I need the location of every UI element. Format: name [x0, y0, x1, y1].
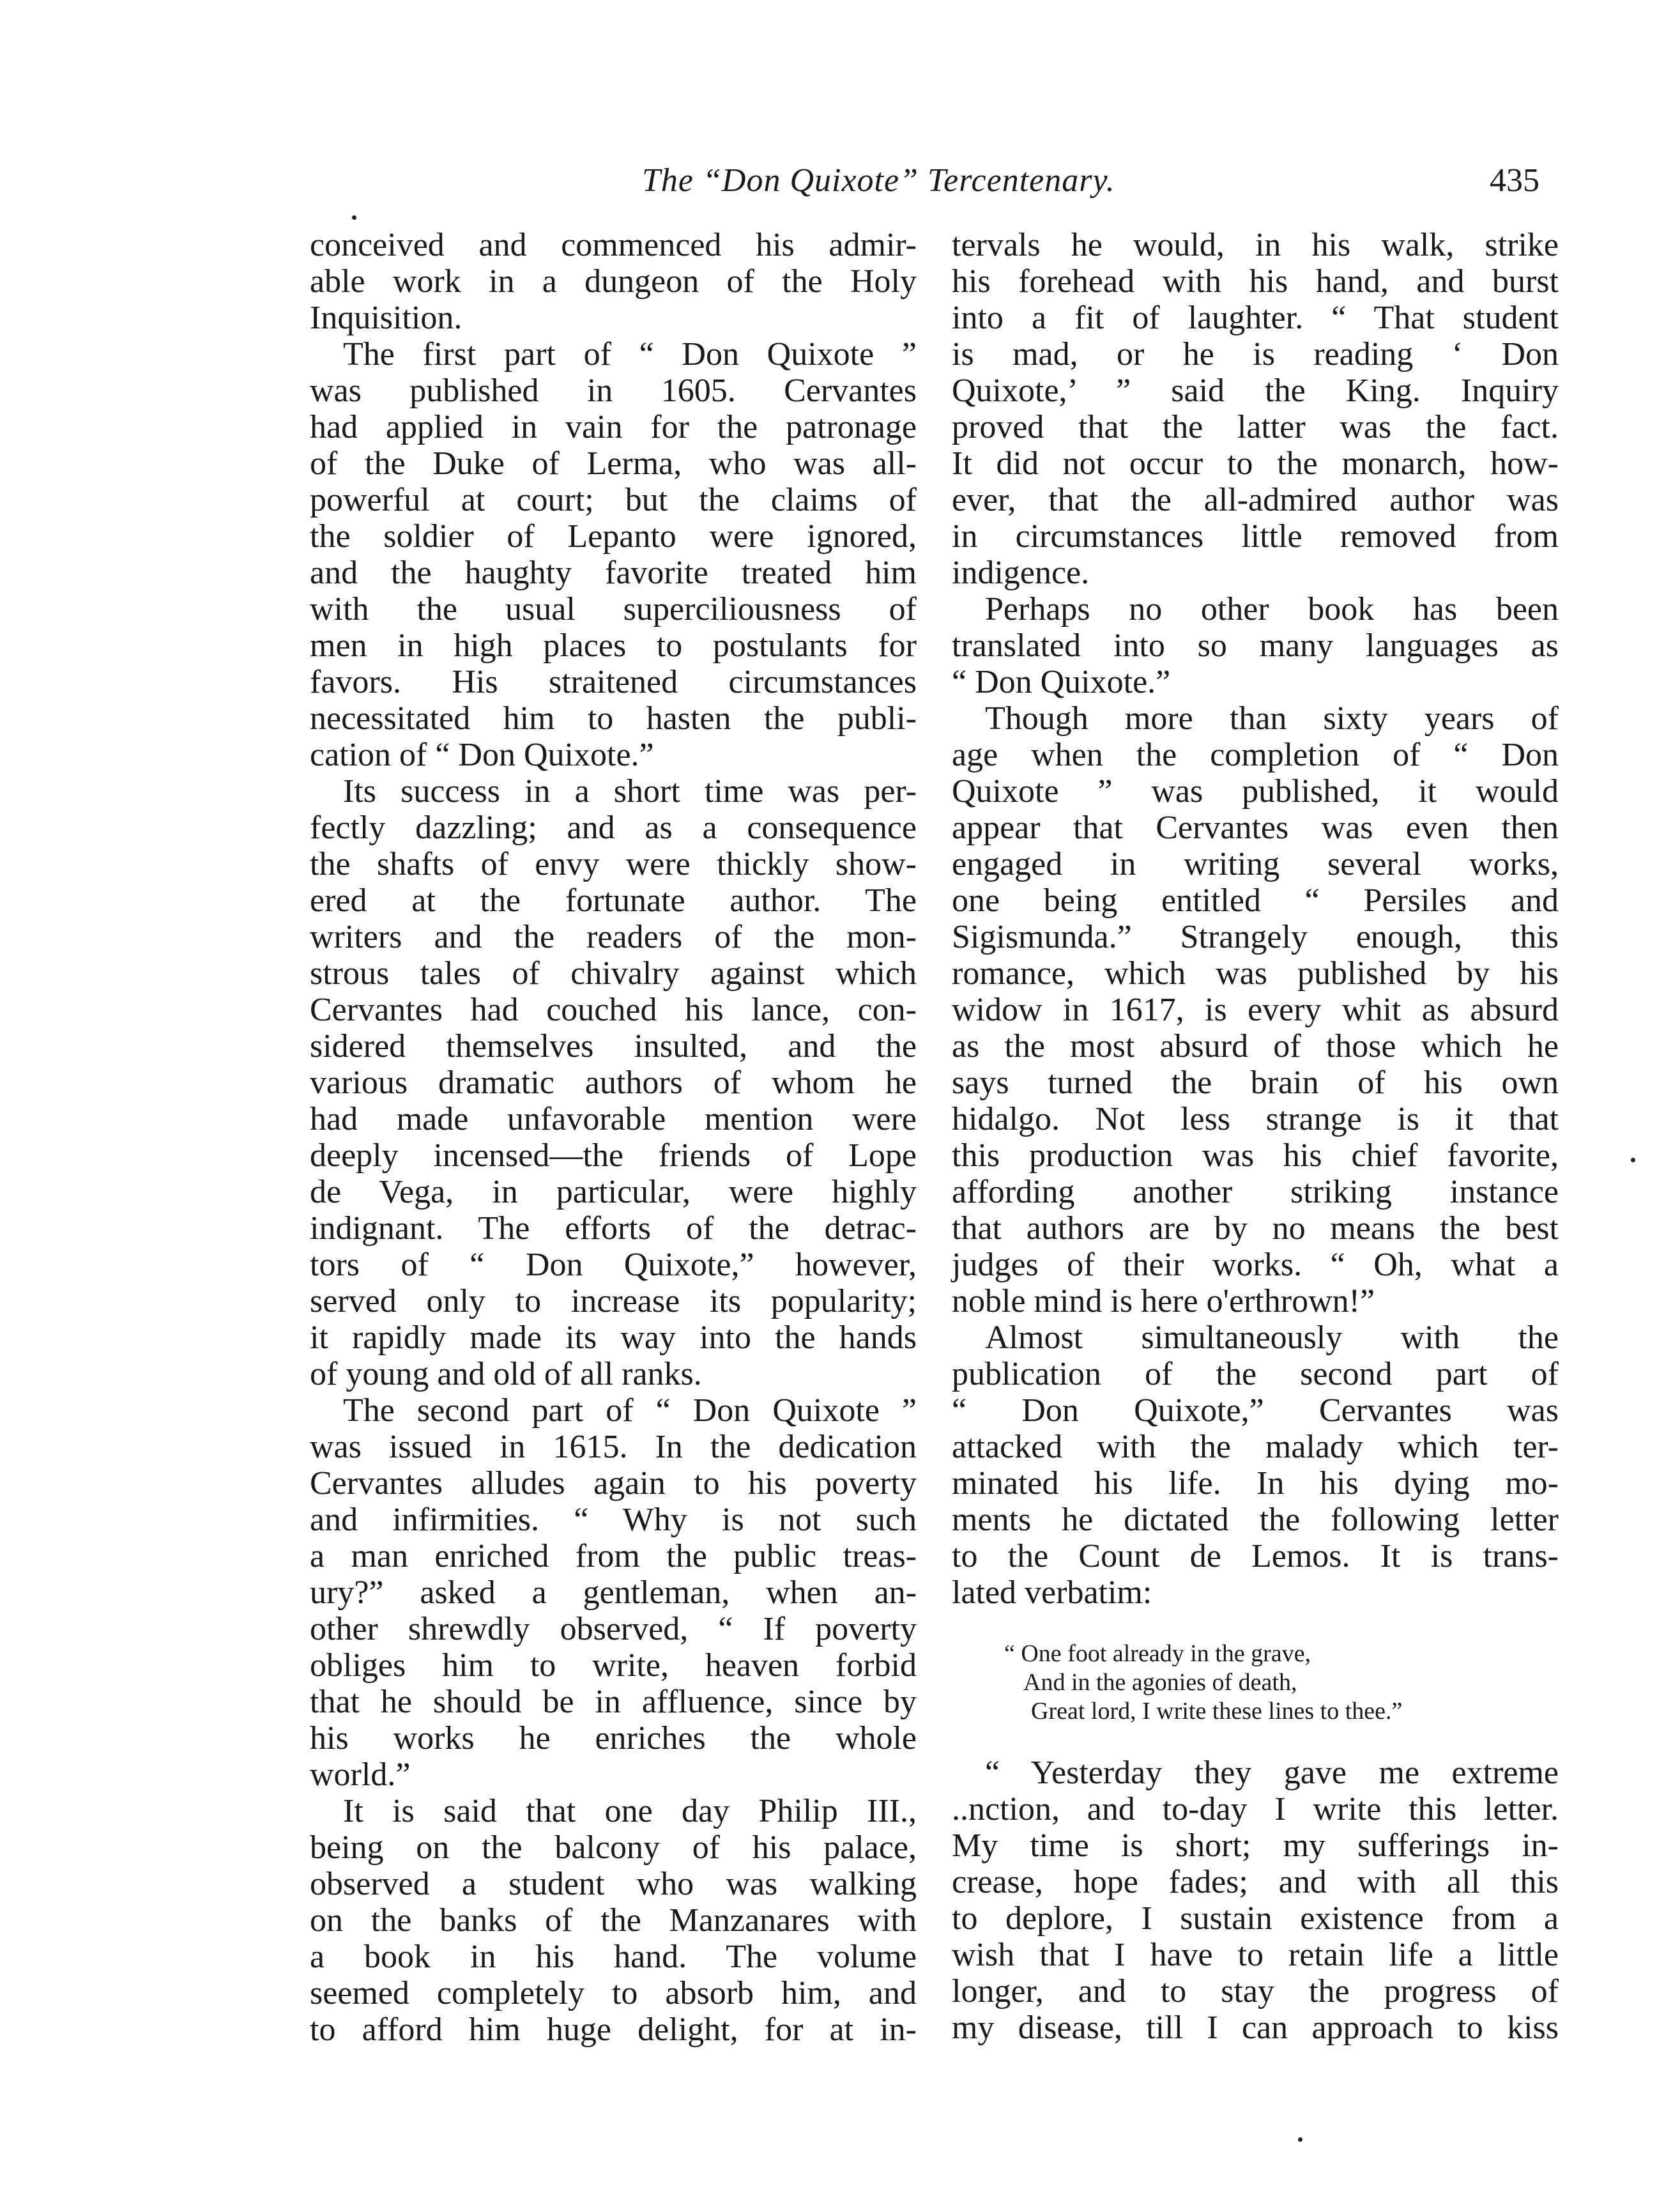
text-line: was issued in 1615. In the dedication	[310, 1429, 917, 1465]
text-line: Almost simultaneously with the	[985, 1319, 1559, 1356]
text-line: that he should be in affluence, since by	[310, 1684, 917, 1720]
text-line: his forehead with his hand, and burst	[952, 263, 1559, 300]
text-line: fectly dazzling; and as a consequence	[310, 810, 917, 846]
text-line: my disease, till I can approach to kiss	[952, 2010, 1559, 2046]
text-line: The first part of “ Don Quixote ”	[343, 336, 917, 373]
text-line: “ Yesterday they gave me extreme	[985, 1755, 1559, 1791]
text-line: publication of the second part of	[952, 1356, 1559, 1392]
text-line: powerful at court; but the claims of	[310, 482, 917, 518]
running-title: The “Don Quixote” Tercentenary.	[642, 162, 1115, 199]
text-line: Inquisition.	[310, 300, 462, 336]
text-line: longer, and to stay the progress of	[952, 1973, 1559, 2010]
text-line: various dramatic authors of whom he	[310, 1065, 917, 1101]
right-column-text-lower	[952, 1755, 1559, 2046]
text-line: translated into so many languages as	[952, 627, 1559, 664]
text-line: and infirmities. “ Why is not such	[310, 1502, 917, 1538]
text-line: observed a student who was walking	[310, 1866, 917, 1902]
text-line: conceived and commenced his admir-	[310, 227, 917, 263]
left-column	[310, 227, 917, 2048]
text-line: one being entitled “ Persiles and	[952, 882, 1559, 919]
text-line: the shafts of envy were thickly show-	[310, 846, 917, 882]
text-line: ered at the fortunate author. The	[310, 882, 917, 919]
text-line: able work in a dungeon of the Holy	[310, 263, 917, 300]
text-line: to the Count de Lemos. It is trans-	[952, 1538, 1559, 1574]
text-line: It did not occur to the monarch, how-	[952, 445, 1559, 482]
text-line: sidered themselves insulted, and the	[310, 1028, 917, 1065]
text-line: affording another striking instance	[952, 1174, 1559, 1210]
text-line: romance, which was published by his	[952, 955, 1559, 992]
text-line: lated verbatim:	[952, 1574, 1152, 1611]
speck-mark	[1631, 1158, 1635, 1162]
text-line: his works he enriches the whole	[310, 1720, 917, 1757]
verse-quotation	[1004, 1640, 1559, 1726]
text-line: indigence.	[952, 555, 1090, 591]
text-line: tors of “ Don Quixote,” however,	[310, 1247, 917, 1283]
text-line: engaged in writing several works,	[952, 846, 1559, 882]
text-line: deeply incensed—the friends of Lope	[310, 1137, 917, 1174]
text-line: of the Duke of Lerma, who was all-	[310, 445, 917, 482]
text-line: with the usual superciliousness of	[310, 591, 917, 627]
text-line: favors. His straitened circumstances	[310, 664, 917, 700]
text-line: on the banks of the Manzanares with	[310, 1902, 917, 1939]
text-line: was published in 1605. Cervantes	[310, 373, 917, 409]
text-line: Cervantes had couched his lance, con-	[310, 992, 917, 1028]
text-line: and the haughty favorite treated him	[310, 555, 917, 591]
text-line: noble mind is here o'erthrown!”	[952, 1283, 1375, 1319]
text-line: de Vega, in particular, were highly	[310, 1174, 917, 1210]
text-line: to afford him huge delight, for at in-	[310, 2011, 917, 2048]
text-line: seemed completely to absorb him, and	[310, 1975, 917, 2011]
text-line: obliges him to write, heaven forbid	[310, 1647, 917, 1684]
text-line: that authors are by no means the best	[952, 1210, 1559, 1247]
text-line: to deplore, I sustain existence from a	[952, 1900, 1559, 1937]
text-line: it rapidly made its way into the hands	[310, 1319, 917, 1356]
text-line: It is said that one day Philip III.,	[343, 1793, 917, 1829]
text-line: judges of their works. “ Oh, what a	[952, 1247, 1559, 1283]
text-line: other shrewdly observed, “ If poverty	[310, 1611, 917, 1647]
text-line: crease, hope fades; and with all this	[952, 1864, 1559, 1900]
text-line: proved that the latter was the fact.	[952, 409, 1559, 445]
text-line: wish that I have to retain life a little	[952, 1937, 1559, 1973]
text-line: Cervantes alludes again to his poverty	[310, 1465, 917, 1502]
text-line: world.”	[310, 1757, 411, 1793]
page-number: 435	[1490, 162, 1539, 199]
text-line: widow in 1617, is every whit as absurd	[952, 992, 1559, 1028]
text-line: is mad, or he is reading ‘ Don	[952, 336, 1559, 373]
text-line: Quixote,’ ” said the King. Inquiry	[952, 373, 1559, 409]
text-line: had applied in vain for the patronage	[310, 409, 917, 445]
right-column-text-upper	[952, 227, 1559, 1611]
text-line: a man enriched from the public treas-	[310, 1538, 917, 1574]
speck-mark	[1298, 2137, 1302, 2142]
text-line: tervals he would, in his walk, strike	[952, 227, 1559, 263]
text-line: being on the balcony of his palace,	[310, 1829, 917, 1866]
text-line: writers and the readers of the mon-	[310, 919, 917, 955]
text-line: ..nction, and to-day I write this letter.	[952, 1791, 1559, 1827]
verse-line: Great lord, I write these lines to thee.”	[1031, 1698, 1403, 1725]
text-line: in circumstances little removed from	[952, 518, 1559, 555]
right-column	[952, 227, 1559, 2046]
text-line: ever, that the all-admired author was	[952, 482, 1559, 518]
text-line: ments he dictated the following letter	[952, 1502, 1559, 1538]
text-line: Perhaps no other book has been	[985, 591, 1559, 627]
text-line: attacked with the malady which ter-	[952, 1429, 1559, 1465]
text-line: hidalgo. Not less strange is it that	[952, 1101, 1559, 1137]
page-header	[307, 155, 1539, 206]
text-line: of young and old of all ranks.	[310, 1356, 702, 1392]
verse-line: And in the agonies of death,	[1023, 1669, 1297, 1696]
text-line: indignant. The efforts of the detrac-	[310, 1210, 917, 1247]
text-line: as the most absurd of those which he	[952, 1028, 1559, 1065]
text-line: men in high places to postulants for	[310, 627, 917, 664]
text-line: My time is short; my sufferings in-	[952, 1827, 1559, 1864]
text-line: Sigismunda.” Strangely enough, this	[952, 919, 1559, 955]
text-line: minated his life. In his dying mo-	[952, 1465, 1559, 1502]
text-line: Quixote ” was published, it would	[952, 773, 1559, 810]
text-line: into a fit of laughter. “ That student	[952, 300, 1559, 336]
text-line: “ Don Quixote,” Cervantes was	[952, 1392, 1559, 1429]
text-line: this production was his chief favorite,	[952, 1137, 1559, 1174]
text-line: says turned the brain of his own	[952, 1065, 1559, 1101]
text-line: a book in his hand. The volume	[310, 1939, 917, 1975]
verse-line: “ One foot already in the grave,	[1004, 1640, 1311, 1667]
text-line: Though more than sixty years of	[985, 700, 1559, 737]
text-line: ury?” asked a gentleman, when an-	[310, 1574, 917, 1611]
text-line: strous tales of chivalry against which	[310, 955, 917, 992]
speck-mark	[352, 215, 356, 220]
text-line: appear that Cervantes was even then	[952, 810, 1559, 846]
text-line: Its success in a short time was per-	[343, 773, 917, 810]
text-line: served only to increase its popularity;	[310, 1283, 917, 1319]
text-line: necessitated him to hasten the publi-	[310, 700, 917, 737]
text-line: “ Don Quixote.”	[952, 664, 1171, 700]
text-line: age when the completion of “ Don	[952, 737, 1559, 773]
text-line: The second part of “ Don Quixote ”	[343, 1392, 917, 1429]
text-line: the soldier of Lepanto were ignored,	[310, 518, 917, 555]
text-line: cation of “ Don Quixote.”	[310, 737, 654, 773]
text-line: had made unfavorable mention were	[310, 1101, 917, 1137]
